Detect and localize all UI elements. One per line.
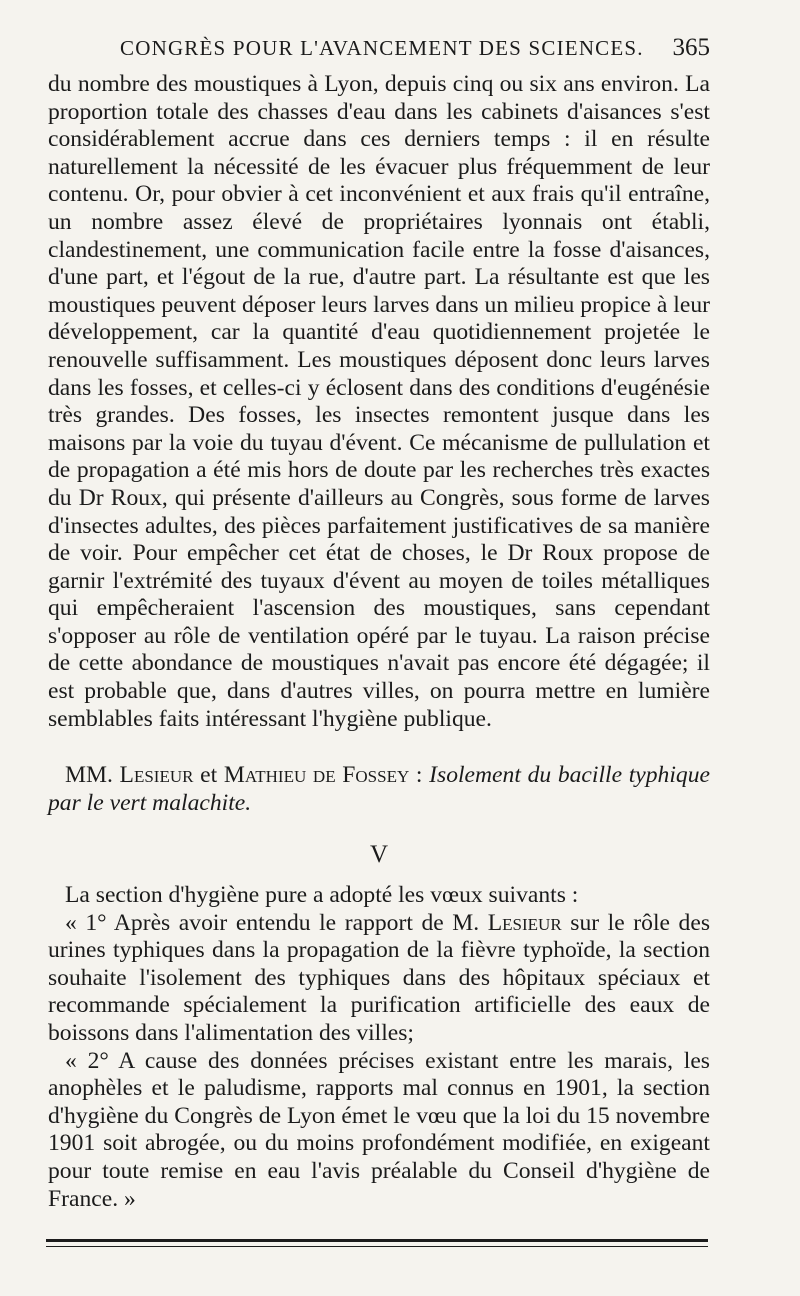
- running-head: [48, 34, 710, 64]
- voeu-text-start: « 1° Après avoir entendu le rapport de M.: [65, 909, 488, 936]
- body-paragraph: du nombre des moustiques à Lyon, depuis cinq ou six ans environ. La proportion totale des chasses d'eau dans les cabinets d'aisances s'est considérablement accrue dans ces derniers temps : il en résulte naturellement la nécessité de les évacuer plus fréquemment de leur contenu. Or, pour obvier à cet inconvénient et aux frais qu'il entraîne, un nombre assez élevé de propriétaires lyonnais ont établi, clandestinement, une communication facile entre la fosse d'aisances, d'une part, et l'égout de la rue, d'autre part. La résultante est que les moustiques peuvent déposer leurs larves dans un milieu propice à leur développement, car la quantité d'eau quotidiennement projetée le renouvelle suffisamment. Les moustiques déposent donc leurs larves dans les fosses, et celles-ci y éclosent dans des conditions d'eugénésie très grandes. Des fosses, les insectes remontent jusque dans les maisons par la voie du tuyau d'évent. Ce mécanisme de pullulation et de propagation a été mis hors de doute par les recherches très exactes du Dr Roux, qui présente d'ailleurs au Congrès, sous forme de larves d'insectes adultes, des pièces parfaitement justificatives de sa manière de voir. Pour empêcher cet état de choses, le Dr Roux propose de garnir l'extrémité des tuyaux d'évent au moyen de toiles métalliques qui empêcheraient l'ascension des moustiques, sans cependant s'opposer au rôle de ventilation opéré par le tuyau. La raison précise de cette abondance de moustiques n'avait pas encore été dégagée; il est probable que, dans d'autres villes, on pourra mettre en lumière semblables faits intéressant l'hygiène publique.: [48, 71, 710, 732]
- running-title: CONGRÈS POUR L'AVANCEMENT DES SCIENCES.: [120, 36, 644, 60]
- author-name: Lesieur: [119, 762, 194, 788]
- communication-prefix: MM.: [65, 762, 113, 788]
- voeu-text-end: sur le rôle des urines typhiques dans la propagation de la fièvre typhoïde, la section souhaite l'isolement des typhiques dans des hôpitaux spéciaux et recommande spécialement la purification artificielle des eaux de boissons dans l'alimentation des villes;: [48, 909, 710, 1046]
- section-v-block: [48, 882, 710, 1213]
- voeu-paragraph: « 2° A cause des données précises existant entre les marais, les anophèles et le paludisme, rapports mal connus en 1901, la section d'hygiène du Congrès de Lyon émet le vœu que la loi du 15 novembre 1901 soit abrogée, ou du moins profondément modifiée, en exigeant pour toute remise en eau l'avis préalable du Conseil d'hygiène de France. »: [48, 1047, 710, 1212]
- communication-title: Isolement du bacille typhique par le vert malachite.: [48, 762, 710, 816]
- communication-block: [48, 762, 710, 817]
- closing-rule-thin: [46, 1246, 708, 1247]
- continued-paragraph-block: [48, 71, 710, 733]
- communication-entry: [48, 762, 710, 817]
- section-heading: V: [369, 841, 389, 868]
- closing-rule-thick: [46, 1239, 708, 1242]
- section-intro: La section d'hygiène pure a adopté les vœux suivants :: [65, 882, 579, 908]
- author-name: Mathieu de Fossey: [223, 762, 410, 788]
- author-name: Lesieur: [487, 909, 562, 936]
- title-separator: :: [409, 762, 430, 788]
- page-number: 365: [672, 34, 710, 61]
- voeu-paragraph: [48, 910, 710, 1048]
- author-conjunction: et: [200, 762, 218, 788]
